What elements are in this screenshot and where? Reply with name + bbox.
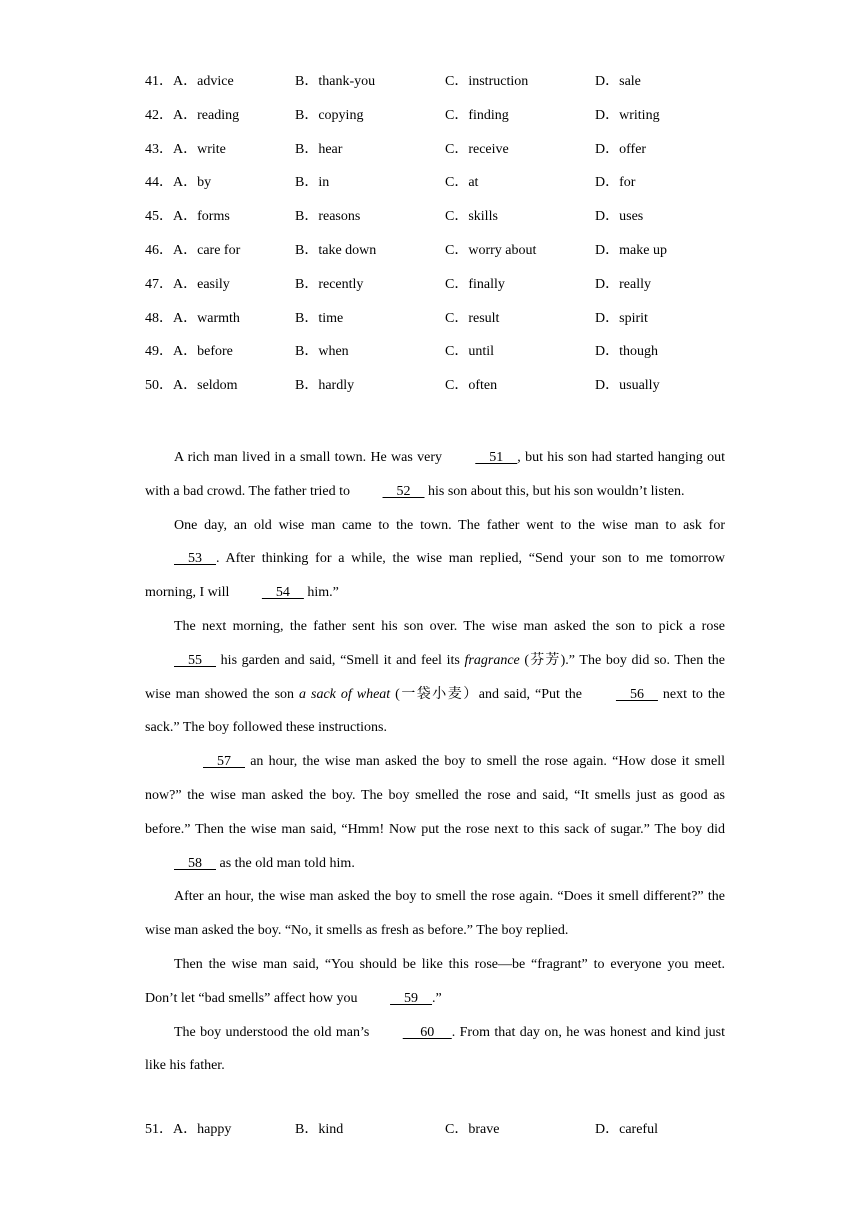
option-a[interactable]: 48．A．warmth	[145, 310, 240, 326]
option-b[interactable]: B．thank-you	[295, 74, 376, 89]
question-row-50	[145, 374, 785, 408]
option-a[interactable]: 46．A．care for	[145, 242, 241, 258]
question-row-46	[145, 239, 785, 273]
option-a[interactable]: 44．A．by	[145, 175, 212, 191]
option-c[interactable]: C．receive	[445, 141, 509, 157]
option-c[interactable]: C．result	[445, 310, 500, 326]
option-d[interactable]: D．careful	[595, 1122, 658, 1137]
option-d[interactable]: D．spirit	[595, 310, 648, 326]
blank-51[interactable]: 51	[475, 450, 518, 465]
question-row-42	[145, 104, 785, 138]
blank-56[interactable]: 56	[615, 686, 658, 702]
blank-58[interactable]: 58	[174, 855, 216, 871]
option-c[interactable]: C．instruction	[445, 74, 529, 89]
paragraph-6: Then the wise man said, “You should be like this rose—be “fragrant” to everyone you meet. Don’t let “bad smells” affect how you 59 .”	[145, 948, 725, 1016]
option-b[interactable]: B．take down	[295, 242, 377, 258]
option-b[interactable]: B．hear	[295, 141, 343, 157]
option-d[interactable]: D．though	[595, 344, 659, 360]
option-b[interactable]: B．recently	[295, 276, 364, 292]
question-row-48	[145, 307, 785, 341]
question-row-41	[145, 70, 785, 104]
blank-57[interactable]: 57	[203, 754, 245, 770]
question-row-51	[145, 1118, 785, 1152]
paragraph-4: 57 an hour, the wise man asked the boy to smell the rose again. “How dose it smell now?” the wise man asked the boy. The boy smelled the rose and said, “It smells just as good as before.” Then the wise man said, “Hmm! Now put the rose next to this sack of sugar.” The boy did 58 as the old man told him.	[145, 745, 725, 880]
option-d[interactable]: D．make up	[595, 242, 667, 258]
option-d[interactable]: D．sale	[595, 74, 641, 89]
option-a[interactable]: 49．A．before	[145, 344, 233, 360]
option-a[interactable]: 45．A．forms	[145, 209, 230, 225]
option-a[interactable]: 42．A．reading	[145, 107, 240, 123]
option-d[interactable]: D．writing	[595, 107, 660, 123]
blank-60[interactable]: 60	[402, 1024, 452, 1040]
option-b[interactable]: B．hardly	[295, 378, 355, 394]
option-c[interactable]: C．finding	[445, 107, 509, 123]
option-a[interactable]: 43．A．write	[145, 141, 226, 157]
paragraph-5: After an hour, the wise man asked the boy to smell the rose again. “Does it smell different?” the wise man asked the boy. “No, it smells as fresh as before.” The boy replied.	[145, 889, 725, 939]
cloze-passage	[145, 441, 725, 1083]
paragraph-3: The next morning, the father sent his son over. The wise man asked the son to pick a rose 55 his garden and said, “Smell it and feel its fragrance (芬芳).” The boy did so. Then the wise man showed the son a sack of wheat (一袋小麦）and said, “Put the 56 next to the sack.” The boy followed these instructions.	[145, 618, 725, 736]
paragraph-2: One day, an old wise man came to the town. The father went to the wise man to ask for 53 . After thinking for a while, the wise man replied, “Send your son to me tomorrow morning, I will 54 him.”	[145, 509, 725, 610]
question-row-49	[145, 340, 785, 374]
option-b[interactable]: B．time	[295, 310, 344, 326]
option-c[interactable]: C．worry about	[445, 242, 537, 258]
option-c[interactable]: C．until	[445, 344, 495, 360]
option-a[interactable]: 51．A．happy	[145, 1122, 232, 1137]
option-a[interactable]: 47．A．easily	[145, 276, 230, 292]
option-d[interactable]: D．for	[595, 175, 636, 191]
paragraph-1: A rich man lived in a small town. He was very 51 , but his son had started hanging out with a bad crowd. The father tried to 52 his son about this, but his son wouldn’t listen.	[145, 441, 725, 509]
blank-52[interactable]: 52	[382, 483, 425, 499]
option-c[interactable]: C．brave	[445, 1122, 500, 1137]
option-c[interactable]: C．skills	[445, 209, 498, 225]
option-b[interactable]: B．in	[295, 175, 330, 191]
question-row-44	[145, 171, 785, 205]
blank-53[interactable]: 53	[174, 551, 216, 567]
option-c[interactable]: C．at	[445, 175, 479, 191]
option-d[interactable]: D．uses	[595, 209, 644, 225]
option-b[interactable]: B．kind	[295, 1122, 344, 1137]
option-d[interactable]: D．really	[595, 276, 651, 292]
option-b[interactable]: B．when	[295, 344, 349, 360]
blank-59[interactable]: 59	[390, 990, 433, 1006]
blank-55[interactable]: 55	[174, 652, 216, 668]
option-b[interactable]: B．copying	[295, 107, 364, 123]
question-row-47	[145, 273, 785, 307]
question-row-45	[145, 205, 785, 239]
options-51	[145, 1118, 785, 1152]
question-row-43	[145, 138, 785, 172]
option-d[interactable]: D．offer	[595, 141, 647, 157]
options-41-50	[145, 70, 785, 408]
paragraph-7: The boy understood the old man’s 60 . From that day on, he was honest and kind just like his father.	[145, 1016, 725, 1084]
option-c[interactable]: C．often	[445, 378, 498, 394]
option-d[interactable]: D．usually	[595, 378, 660, 394]
option-b[interactable]: B．reasons	[295, 209, 361, 225]
blank-54[interactable]: 54	[261, 585, 304, 601]
option-a[interactable]: 41．A．advice	[145, 74, 234, 89]
option-c[interactable]: C．finally	[445, 276, 505, 292]
option-a[interactable]: 50．A．seldom	[145, 378, 238, 394]
